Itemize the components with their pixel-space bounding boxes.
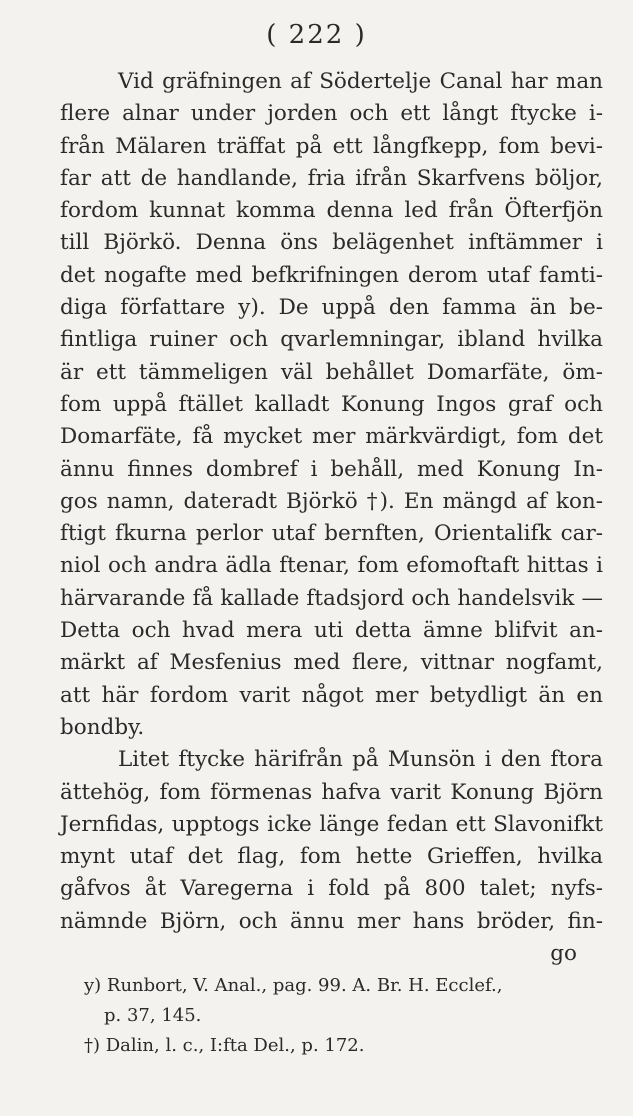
text-line: Domarfäte, få mycket mer märkvärdigt, fom det: [60, 424, 603, 450]
page-number: ( 222 ): [266, 20, 367, 50]
footnote-line: y) Runbort, V. Anal., pag. 99. A. Br. H. Ecclef.,: [84, 975, 503, 996]
text-line: niol och andra ädla ftenar, fom efomoftaft hittas i: [60, 553, 603, 579]
text-line: ättehög, fom förmenas hafva varit Konung Björn: [60, 779, 603, 805]
text-line: Vid gräfningen af Södertelje Canal har man: [118, 69, 603, 94]
text-line: ftigt fkurna perlor utaf bernften, Orientalifk car-: [60, 521, 603, 547]
text-line: fom uppå ftället kalladt Konung Ingos graf och: [60, 391, 603, 417]
text-line: märkt af Mesfenius med flere, vittnar nogfamt,: [60, 650, 603, 676]
text-line: nämnde Björn, och ännu mer hans bröder, fin-: [60, 908, 603, 934]
text-line: fintliga ruiner och qvarlemningar, ibland hvilka: [60, 327, 603, 353]
text-line: Litet ftycke härifrån på Munsön i den ftora: [118, 747, 603, 773]
body-text: [60, 66, 603, 970]
text-line: far att de handlande, fria ifrån Skarfvens böljor,: [60, 165, 603, 191]
text-line: att här fordom varit något mer betydligt än en: [60, 682, 603, 708]
text-line: diga författare y). De uppå den famma än be-: [60, 295, 603, 321]
footnote-line: †) Dalin, l. c., I:fta Del., p. 172.: [84, 1035, 365, 1056]
text-line: fordom kunnat komma denna led från Öfterfjön: [60, 198, 603, 224]
text-line: från Mälaren träffat på ett långfkepp, fom bevi-: [60, 133, 603, 159]
text-line: Jernfidas, upptogs icke länge fedan ett Slavonifkt: [60, 811, 603, 837]
text-line: bondby.: [60, 714, 145, 740]
text-line: det nogafte med befkrifningen derom utaf famti-: [60, 262, 603, 288]
text-line: flere alnar under jorden och ett långt ftycke i-: [60, 101, 603, 127]
text-line: är ett tämmeligen väl behållet Domarfäte, öm-: [60, 359, 603, 385]
footnotes: [84, 971, 604, 1061]
text-line: ännu finnes dombref i behåll, med Konung In-: [60, 456, 603, 482]
catchword: go: [550, 941, 577, 967]
text-line: till Björkö. Denna öns belägenhet inftämmer i: [60, 230, 603, 256]
text-line: härvarande få kallade ftadsjord och handelsvik —: [60, 585, 603, 611]
text-line: gos namn, dateradt Björkö †). En mängd af kon-: [60, 488, 603, 514]
text-line: gåfvos åt Varegerna i fold på 800 talet; nyfs-: [60, 876, 603, 902]
text-line: mynt utaf det flag, fom hette Grieffen, hvilka: [60, 844, 603, 870]
footnote-line: p. 37, 145.: [104, 1005, 202, 1026]
text-line: Detta och hvad mera uti detta ämne blifvit an-: [60, 618, 603, 644]
